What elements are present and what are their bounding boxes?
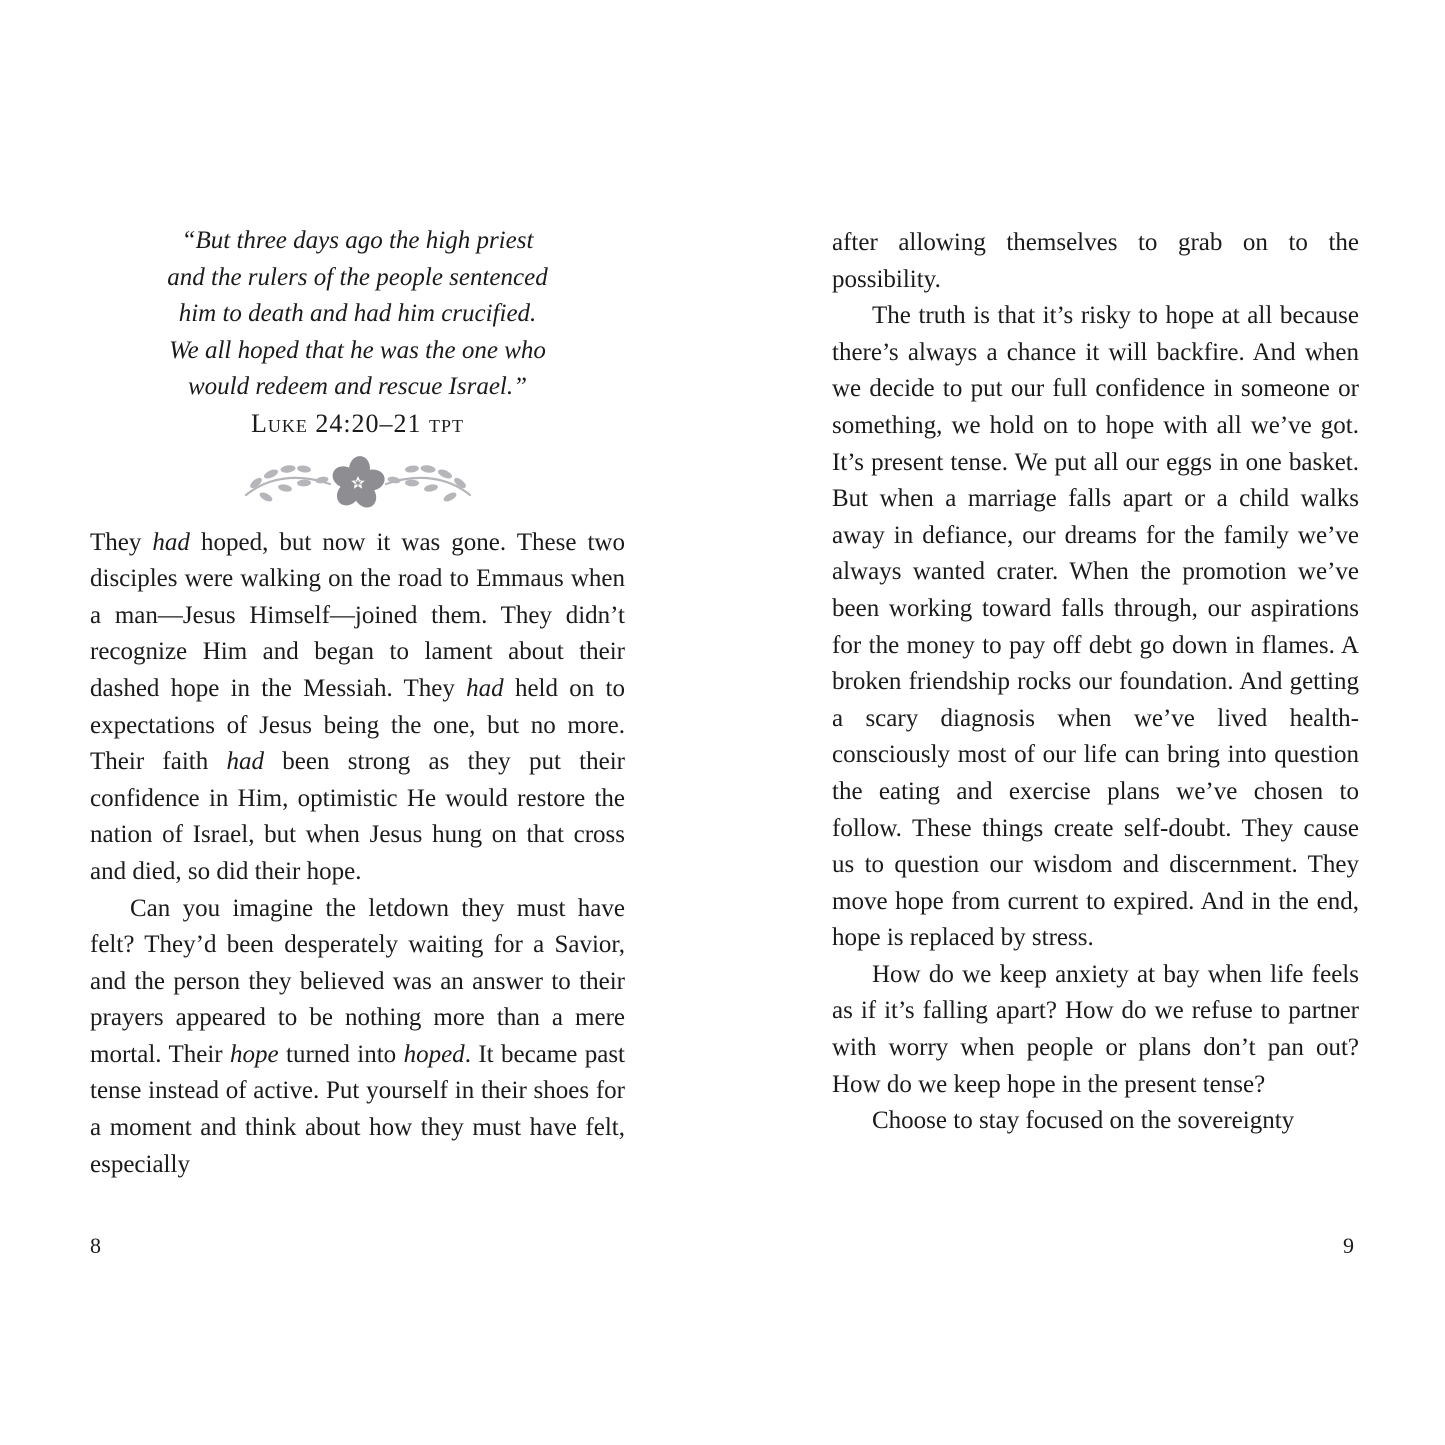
quote-line: “But three days ago the high priest	[181, 227, 534, 254]
paragraph: They had hoped, but now it was gone. These two disciples were walking on the road to Emmaus when a man—Jesus Himself—joined them. They didn’t recognize Him and began to lament about their dashed hope in the Messiah. They had held on to expectations of Jesus being the one, but no more. Their faith had been strong as they put their confidence in Him, optimistic He would restore the nation of Israel, but when Jesus hung on that cross and died, so did their hope.	[90, 528, 625, 885]
quote-line: and the rulers of the people sentenced	[167, 263, 548, 291]
floral-divider	[90, 453, 625, 511]
quote-line: would redeem and rescue Israel.”	[187, 373, 528, 401]
paragraph: The truth is that it’s risky to hope at all because there’s always a chance it will backfire. And when we decide to put our full confidence in someone or something, we hold on to hope with all we’ve got. It’s present tense. We put all our eggs in one basket. But when a marriage falls apart or a child walks away in defiance, our dreams for the family we’ve always wanted crater. When the promotion we’ve been working toward falls through, our aspirations for the money to pay off debt go down in flames. A broken friendship rocks our foundation. And getting a scary diagnosis when we’ve lived health-consciously most of our life can bring into question the eating and exercise plans we’ve chosen to follow. These things create self-doubt. They cause us to question our wisdom and discernment. They move hope from current to expired. And in the end, hope is replaced by stress.	[832, 302, 1359, 952]
paragraph: Can you imagine the letdown they must have felt? They’d been desperately waiting for a Savior, and the person they believed was an answer to their prayers appeared to be nothing more than a mere mortal. Their hope turned into hoped. It became past tense instead of active. Put yourself in their shoes for a moment and think about how they must have felt, especially	[90, 894, 626, 1178]
quote-line: him to death and had him crucified.	[178, 300, 537, 328]
quote-line: We all hoped that he was the one who	[169, 336, 546, 364]
paragraph: after allowing themselves to grab on to the possibility.	[832, 229, 1359, 293]
paragraph: Choose to stay focused on the sovereignty	[872, 1107, 1295, 1135]
right-page	[832, 225, 1359, 1140]
left-page-body	[90, 525, 625, 1184]
right-page-body	[832, 225, 1359, 1140]
scripture-reference: Luke 24:20–21 tpt	[250, 408, 465, 438]
flower-icon	[329, 455, 387, 511]
left-page	[90, 223, 625, 1183]
floral-divider-icon	[240, 453, 476, 511]
scripture-quote	[90, 223, 625, 406]
page-number-right: 9	[1343, 1233, 1354, 1258]
paragraph: How do we keep anxiety at bay when life feels as if it’s falling apart? How do we refuse to partner with worry when people or plans don’t pan out? How do we keep hope in the present tense?	[832, 960, 1359, 1098]
page-number-left: 8	[90, 1233, 101, 1258]
